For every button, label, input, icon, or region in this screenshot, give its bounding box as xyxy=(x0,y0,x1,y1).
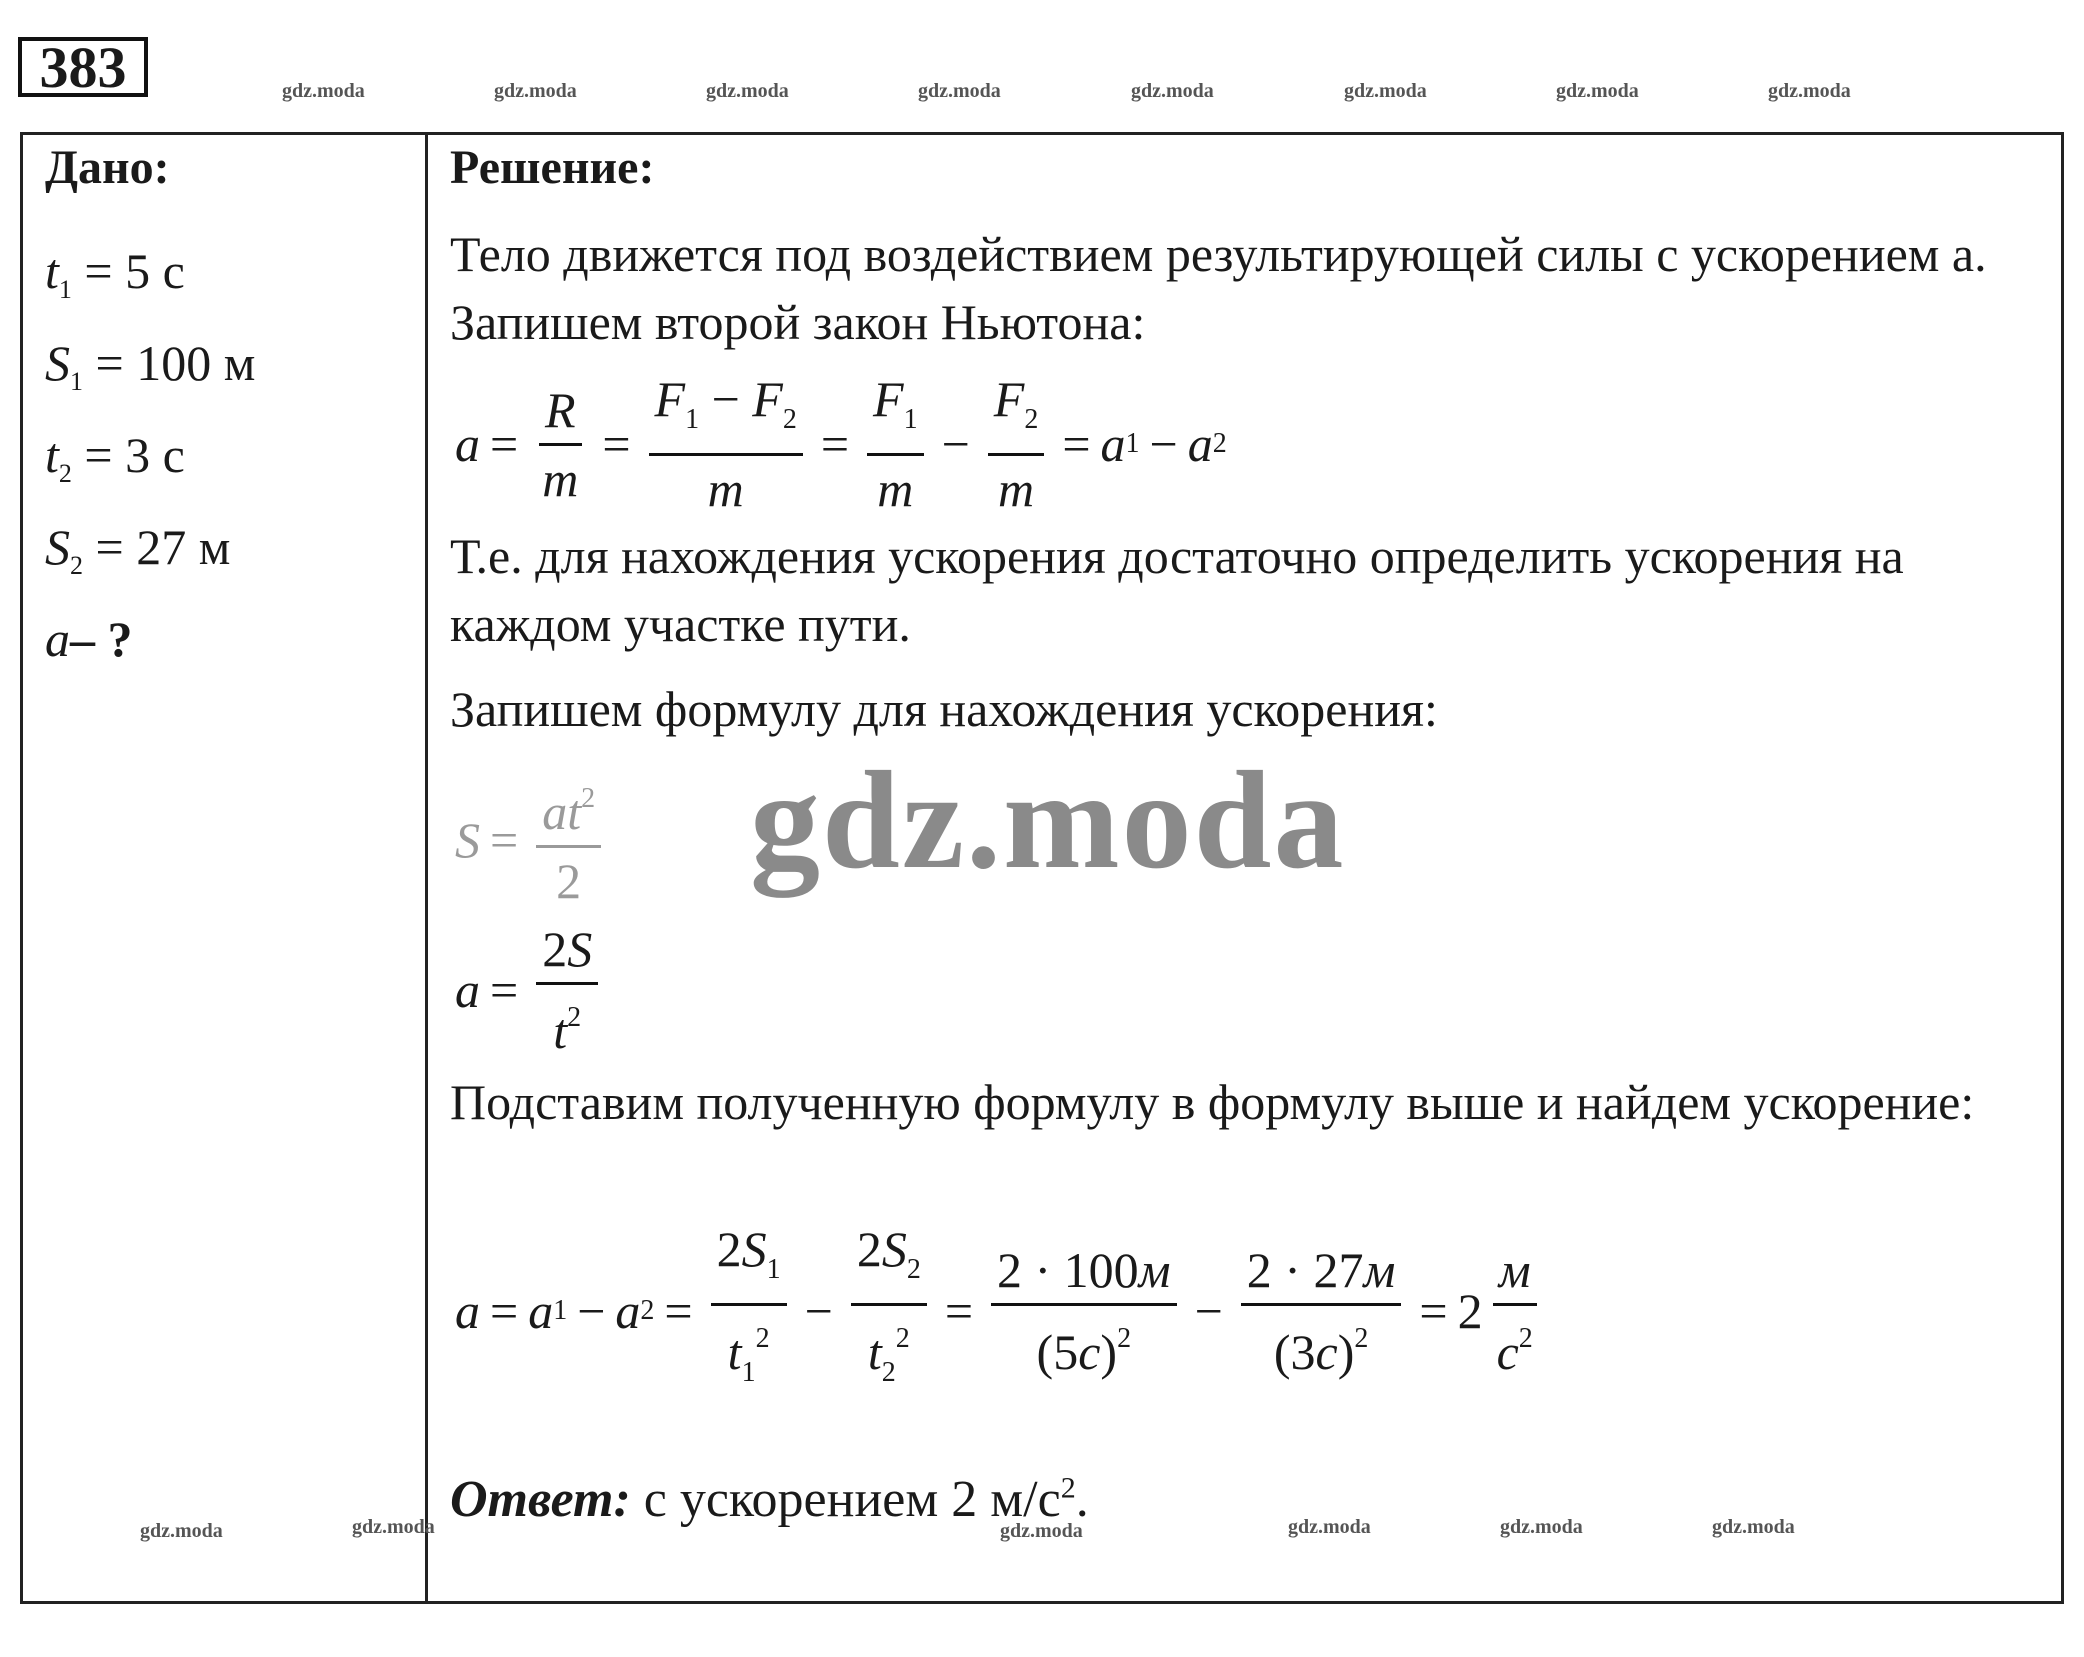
watermark: gdz.moda xyxy=(494,80,577,102)
formula-distance: S = $\frac{at^2}{2}$ xyxy=(455,770,609,910)
watermark: gdz.moda xyxy=(352,1516,435,1538)
given-heading: Дано: xyxy=(45,141,170,194)
watermark: gdz.moda xyxy=(282,80,365,102)
given-column xyxy=(45,140,415,685)
answer-superscript: 2 xyxy=(1060,1471,1076,1505)
watermark: gdz.moda xyxy=(1556,80,1639,102)
answer-end: . xyxy=(1075,1471,1089,1528)
answer-label: Ответ: xyxy=(450,1471,631,1528)
solution-heading: Решение: xyxy=(450,141,655,194)
answer xyxy=(450,1470,1089,1529)
watermark: gdz.moda xyxy=(1768,80,1851,102)
watermark: gdz.moda xyxy=(1131,80,1214,102)
given-item: $S_1 = 100$ м xyxy=(45,335,256,396)
watermark: gdz.moda xyxy=(1344,80,1427,102)
solution-paragraph-4: Подставим полученную формулу в формулу выше и найдем ускорение: xyxy=(450,1074,1975,1130)
answer-text: с ускорением 2 м/с xyxy=(630,1471,1061,1528)
unknown-item: a– ? xyxy=(45,611,133,667)
watermark: gdz.moda xyxy=(1288,1516,1371,1538)
watermark-large: gdz.moda xyxy=(750,743,1346,898)
formula-final-calculation: a = a 1 − a 2 = $\frac{2S_1}{t_1^2}$ − $\frac{2S_2}{t_2^2}$ = $\frac{2 \cdot 100м}{(5с)^2}$ − $\frac{2 \cdot 27м}{(3с)^2}$ = 2 $\frac{м}{с^2}$ xyxy=(455,1220,1547,1402)
given-item: $t_2 = 3$ с xyxy=(45,427,185,488)
given-item: $S_2 = 27$ м xyxy=(45,519,231,580)
watermark: gdz.moda xyxy=(706,80,789,102)
solution-paragraph-1: Тело движется под воздействием результирующей силы с ускорением а. Запишем второй закон Ньютона: xyxy=(450,226,1987,350)
watermark: gdz.moda xyxy=(1000,1520,1083,1542)
given-item: $t_1 = 5$ с xyxy=(45,243,185,304)
solution-paragraph-2: Т.е. для нахождения ускорения достаточно определить ускорения на каждом участке пути. xyxy=(450,528,1904,652)
formula-acceleration: a = $\frac{2S}{t^2}$ xyxy=(455,920,606,1060)
solution-paragraph-3: Запишем формулу для нахождения ускорения: xyxy=(450,681,1438,737)
watermark: gdz.moda xyxy=(140,1520,223,1542)
problem-number: 383 xyxy=(18,37,148,97)
watermark: gdz.moda xyxy=(1500,1516,1583,1538)
formula-newton-second-law: a = $\frac{R}{m}$ = $\frac{F_1 - F_2}{m}$ = $\frac{F_1}{m}$ − $\frac{F_2}{m}$ = a 1 − a 2 xyxy=(455,371,1227,517)
column-divider xyxy=(425,132,428,1604)
watermark: gdz.moda xyxy=(918,80,1001,102)
watermark: gdz.moda xyxy=(1712,1516,1795,1538)
